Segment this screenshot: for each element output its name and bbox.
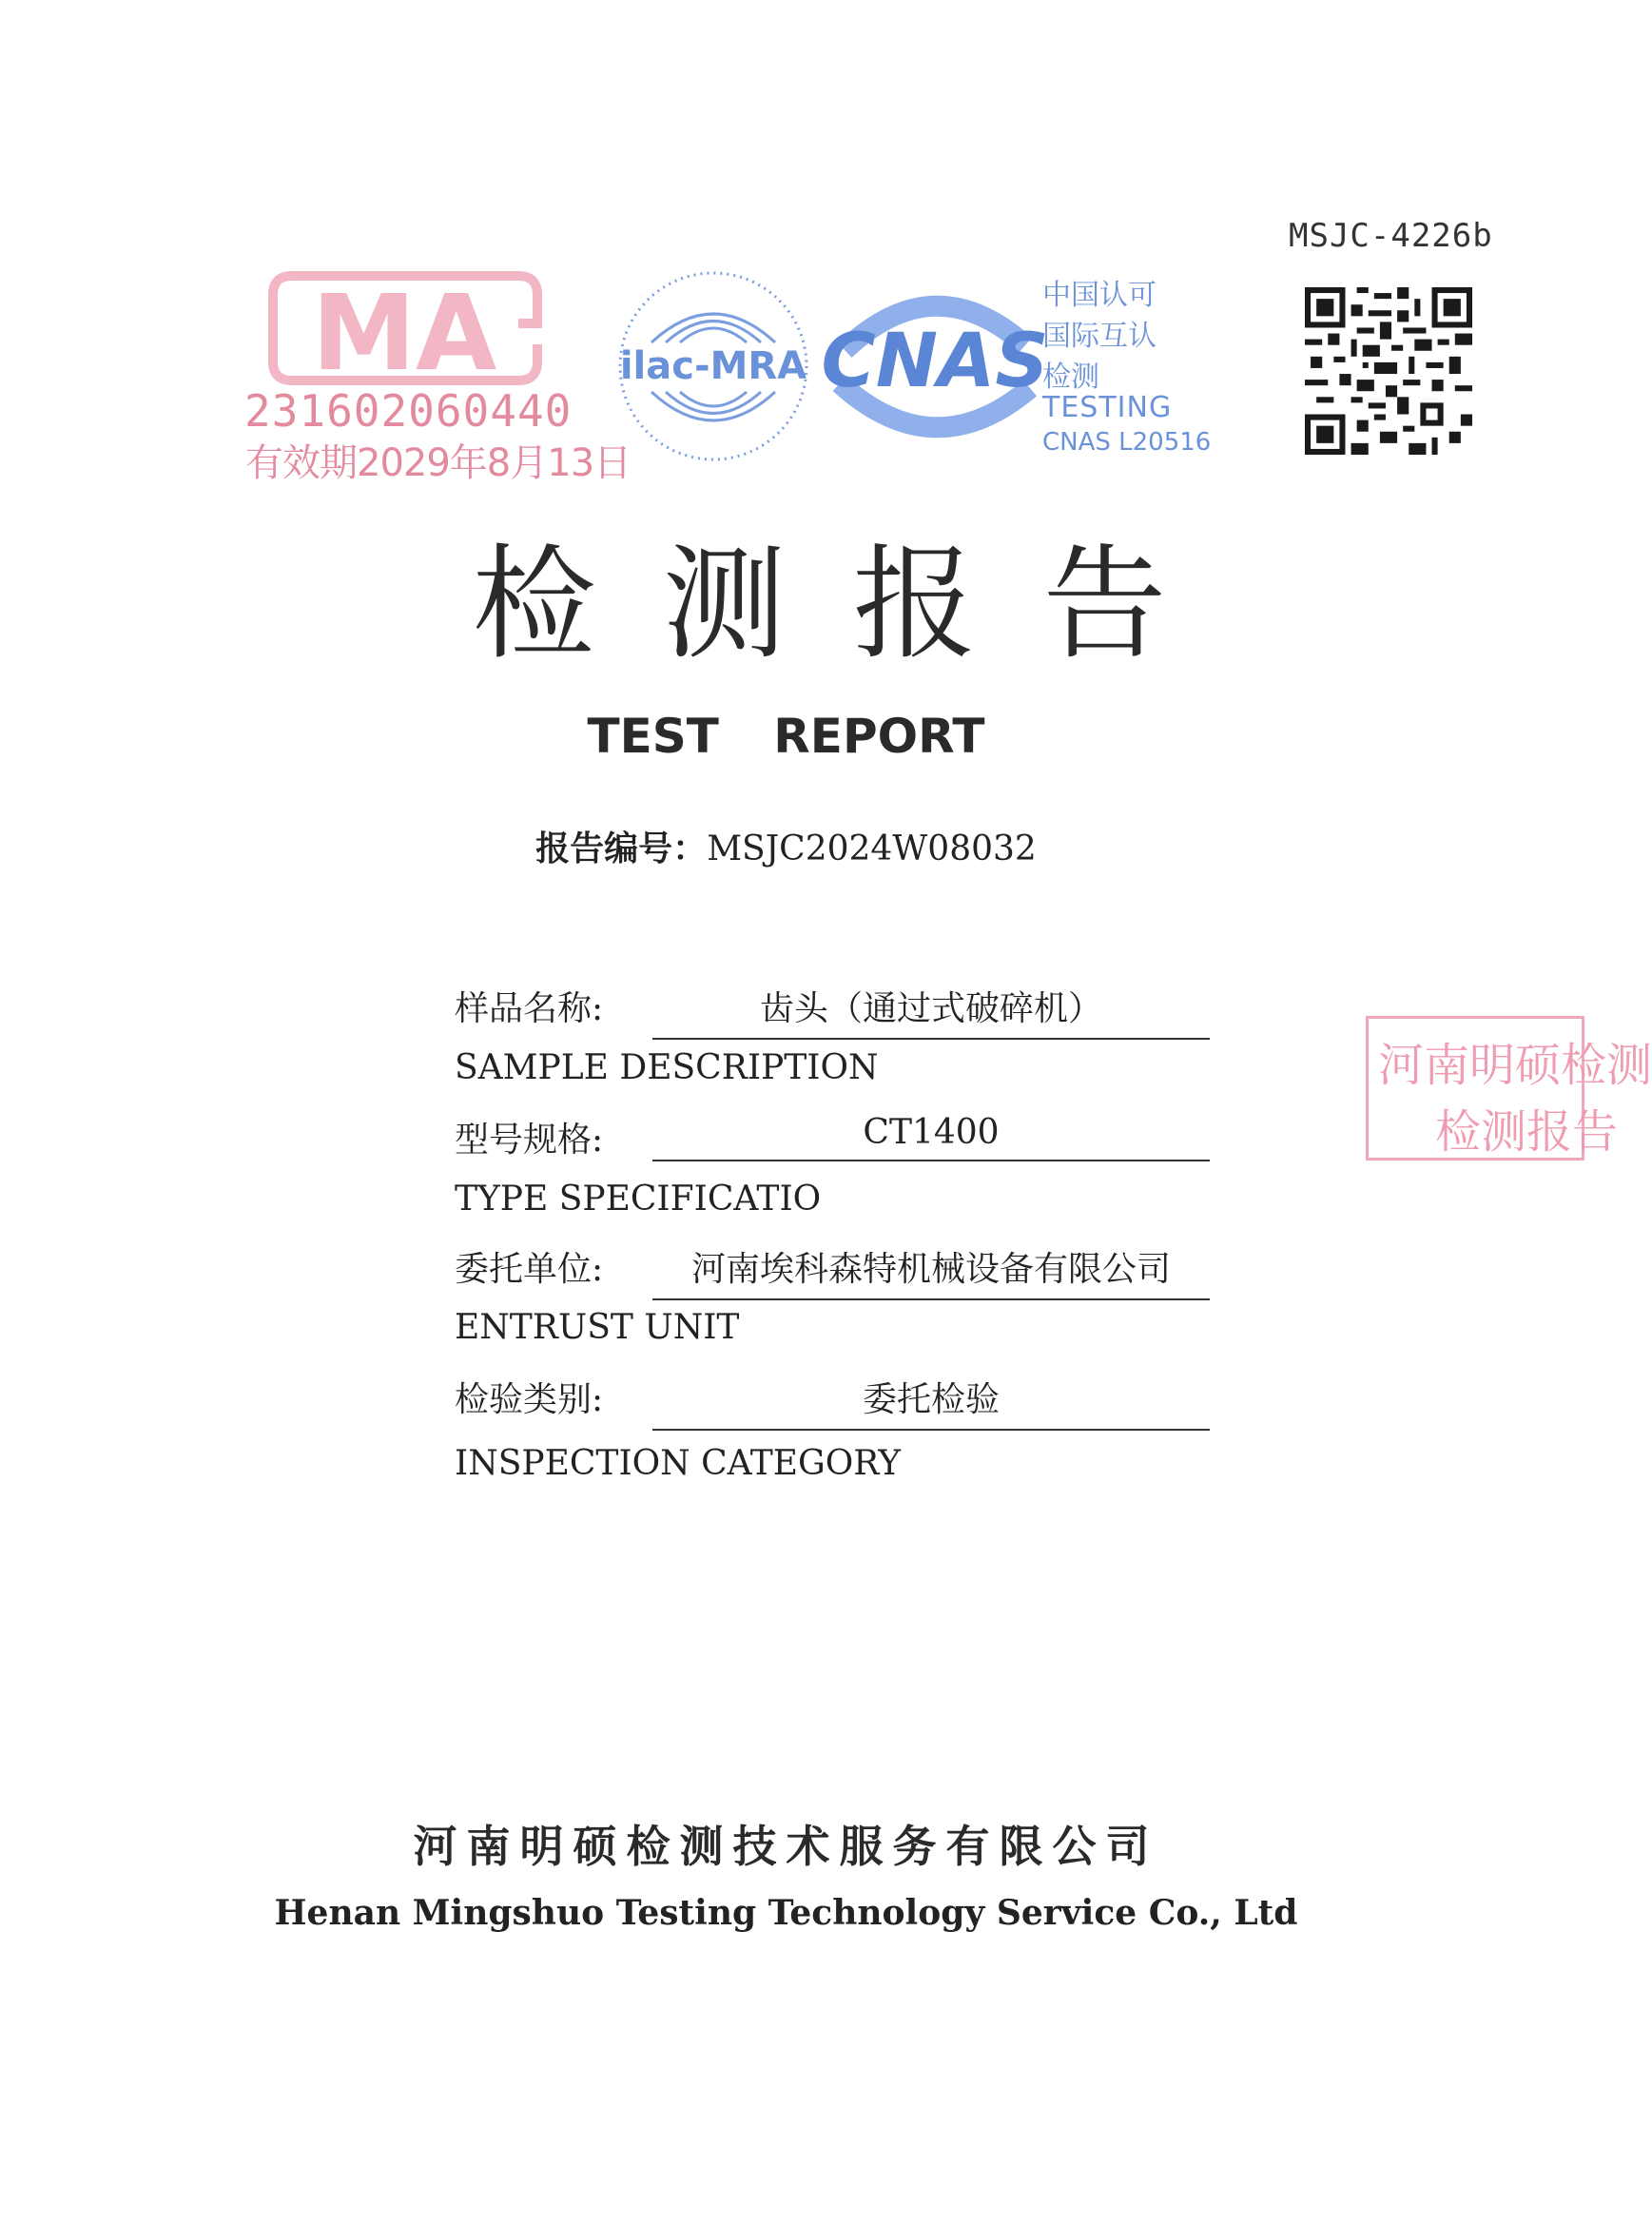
report-number-value: MSJC2024W08032	[707, 829, 1037, 868]
side-seal-stamp	[1366, 1016, 1652, 1161]
qr-code-icon	[1305, 285, 1472, 457]
field-entrust-value: 河南埃科森特机械设备有限公司	[652, 1242, 1210, 1300]
document-code: MSJC-4226b	[1289, 217, 1493, 255]
svg-text:CNAS: CNAS	[821, 319, 1049, 404]
cnas-line-1: 中国认可	[1042, 279, 1156, 312]
company-name-en: Henan Mingshuo Testing Technology Service Co., Ltd	[274, 1893, 1298, 1933]
field-type-label-en: TYPE SPECIFICATIO	[455, 1180, 822, 1219]
cnas-line-2: 国际互认	[1042, 320, 1156, 353]
report-number	[0, 822, 1572, 870]
cnas-line-3: 检测	[1042, 361, 1099, 394]
field-category-label: 检验类别:	[455, 1380, 604, 1419]
svg-text:MA: MA	[311, 272, 497, 394]
field-type-label: 型号规格:	[455, 1121, 604, 1160]
field-category-value: 委托检验	[652, 1373, 1210, 1431]
field-category-label-en: INSPECTION CATEGORY	[455, 1444, 902, 1483]
field-entrust-label-en: ENTRUST UNIT	[455, 1308, 740, 1347]
field-type-value: CT1400	[652, 1113, 1210, 1161]
cma-validity: 有效期2029年8月13日	[245, 441, 632, 485]
field-sample-value: 齿头（通过式破碎机）	[652, 982, 1210, 1040]
report-number-label: 报告编号：	[535, 829, 708, 868]
cnas-line-4: TESTING	[1042, 391, 1173, 424]
side-stamp-line-1: 河南明硕检测	[1378, 1039, 1652, 1092]
svg-text:ilac-MRA: ilac-MRA	[619, 344, 807, 388]
cnas-logo-icon	[816, 274, 1054, 455]
report-title-en: TEST REPORT	[587, 709, 985, 764]
cma-number: 231602060440	[244, 385, 573, 437]
ilac-mra-logo-icon	[613, 266, 813, 466]
report-title-cn: 检测报告	[472, 532, 1234, 676]
side-stamp-line-2: 检测报告	[1435, 1105, 1619, 1159]
field-entrust-label: 委托单位:	[455, 1250, 604, 1289]
cnas-line-5: CNAS L20516	[1042, 428, 1212, 457]
company-name-cn: 河南明硕检测技术服务有限公司	[413, 1821, 1159, 1872]
field-sample-label: 样品名称:	[455, 989, 604, 1028]
field-sample-label-en: SAMPLE DESCRIPTION	[455, 1048, 879, 1087]
